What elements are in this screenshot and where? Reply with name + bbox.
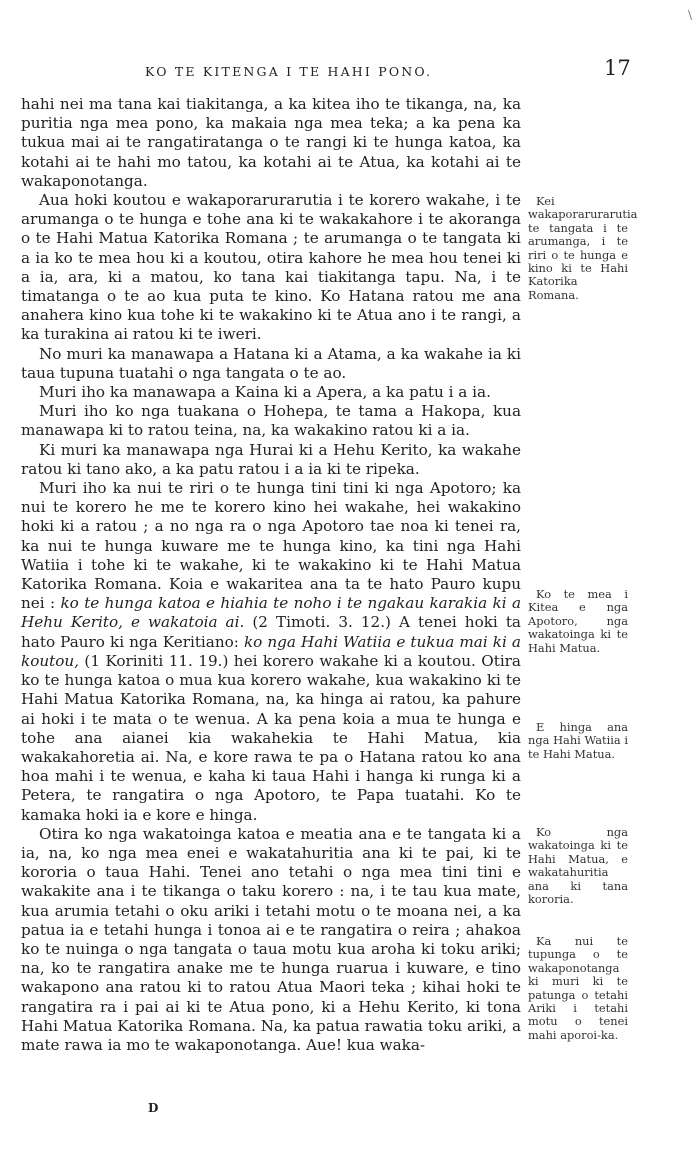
paragraph: No muri ka manawapa a Hatana ki a Atama, a ka wakahe ia ki taua tupuna tuatahi o nga tangata o te ao.	[21, 344, 521, 382]
paragraph: Aua hoki koutou e wakaporarurarutia i te korero wakahe, i te arumanga o te hunga e tohe ana ki te wakakahore i te akoranga o te Hahi Matua Katorika Romana ; te arumanga o te tangata ki a ia ko te mea hou ki a koutou, otira kahore he mea hou tenei ki a ia, ara, ki a matou, ko tana kai tiakitanga tapu. Na, i te timatanga o te ao kua puta te kino. Ko Hatana ratou me ana anahera kino kua tohe ki te wakakino ki te Atua ano i te rangi, a ka turakina ai ratou ki te iweri.	[21, 191, 521, 344]
body-text	[21, 95, 521, 1055]
paragraph-text: (1 Koriniti 11. 19.) hei korero wakahe ki a koutou. Otira ko te hunga katoa o mua kua korero wakahe, kua wakakino ki te Hahi Matua Katorika Romana, na, ka hinga ai ratou, ka pahure ai hoki i te mata o te wenua. A ka pena koia a mua te hunga e tohe ana aianei kia wakahekia te Hahi Matua, kia wakakahoretia ai. Na, e kore rawa te pa o Hatana ratou ko ana hoa mahi i te wenua, e kaha ki taua Hahi i hanga ki runga ki a Petera, te rangatira o nga Apotoro, te Papa tuatahi. Ko te kamaka hoki ia e kore e hinga.	[21, 651, 521, 824]
corner-mark: \	[688, 8, 693, 22]
paragraph-text: Muri iho ka nui te riri o te hunga tini tini ki nga Apotoro; ka nui te korero he me te korero kino hei wakahe, hei wakakino hoki ki a ratou ; a no nga ra o nga Apotoro tae noa ki tenei ra, ka nui te hunga kuware me te hunga kino, ka tini nga Hahi Watiia i tohe ki te wakahe, ki te wakakino ki te Hahi Matua Katorika Romana. Koia e wakaritea ana ta te hato Pauro kupu nei :	[21, 479, 521, 613]
signature-mark: D	[148, 1101, 159, 1115]
margin-note: Ko nga wakatoinga ki te Hahi Matua, e wakatahuritia ana ki tana kororia.	[528, 825, 628, 907]
margin-note: Ko te mea i Kitea e nga Apotoro, nga wakatoinga ki te Hahi Matua.	[528, 587, 628, 655]
paragraph: Ki muri ka manawapa nga Hurai ki a Hehu Kerito, ka wakahe ratou ki tano ako, a ka patu ratou i a ia ki te ripeka.	[21, 440, 521, 478]
paragraph: hahi nei ma tana kai tiakitanga, a ka kitea iho te tikanga, na, ka puritia nga mea pono, ka makaia nga mea teka; a ka pena ka tukua mai ai te rangatiratanga o te rangi ki te hunga katoa, ka kotahi ai te hahi mo tatou, ka kotahi ai te Atua, ka kotahi ai te wakaponotanga.	[21, 95, 521, 190]
paragraph	[21, 479, 521, 825]
margin-note: Ka nui te tupunga o te wakaponotanga ki muri ki te patunga o tetahi Ariki i tetahi motu o tenei mahi aporoi-ka.	[528, 934, 628, 1042]
running-head: KO TE KITENGA I TE HAHI PONO.	[145, 64, 433, 79]
paragraph: Otira ko nga wakatoinga katoa e meatia ana e te tangata ki a ia, na, ko nga mea enei e wakatahuritia ana ki te pai, ki te kororia o taua Hahi. Tenei ano tetahi o nga mea tini tini e wakakite ana i te tikanga o taku korero : na, i te tau kua mate, kua arumia tetahi o oku ariki i tetahi motu o te moana nei, a ka patua ia e tetahi hunga i tonoa ai e te rangatira o reira ; ahakoa ko te nuinga o nga tangata o taua motu kua aroha ki toku ariki; na, ko te rangatira anake me te hunga ruarua i kuware, e tino wakapono ana ratou ki to ratou Atua Maori teka ; kihai hoki te rangatira ra i pai ai ki te Atua pono, ki a Hehu Kerito, ki tona Hahi Matua Katorika Romana. Na, ka patua rawatia toku ariki, a mate rawa ia mo te wakaponotanga. Aue! kua waka-	[21, 824, 521, 1054]
scripture-quote: ko nga Hahi Watiia e tukua mai ki a koutou,	[21, 632, 521, 670]
paragraph: Muri iho ka manawapa a Kaina ki a Apera, a ka patu i a ia.	[39, 383, 491, 402]
page-number: 17	[604, 56, 631, 80]
paragraph-text: (2 Timoti. 3. 12.) A tenei hoki ta hato Pauro ki nga Keritiano:	[21, 613, 521, 651]
margin-note: Kei wakaporarurarutia te tangata i te arumanga, i te riri o te hunga e kino ki te Hahi Katorika Romana.	[528, 194, 638, 302]
margin-note: E hinga ana nga Hahi Watiia i te Hahi Matua.	[528, 720, 628, 761]
paragraph: Muri iho ko nga tuakana o Hohepa, te tama a Hakopa, kua manawapa ki to ratou teina, na, ka wakakino ratou ki a ia.	[21, 402, 521, 440]
scripture-quote: ko te hunga katoa e hiahia te noho i te ngakau karakia ki a Hehu Kerito, e wakatoia ai.	[21, 594, 521, 632]
